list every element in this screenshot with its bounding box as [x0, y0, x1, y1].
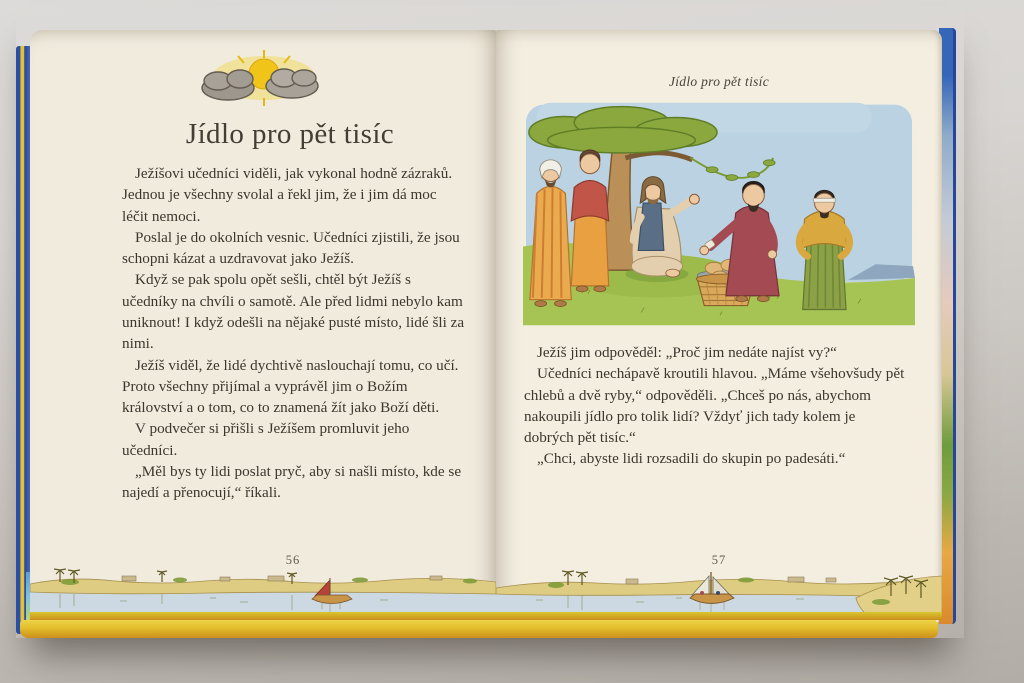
paragraph: Ježíš jim odpověděl: „Proč jim nedáte najíst vy?“: [537, 344, 837, 361]
page-number-left: 56: [285, 553, 301, 567]
right-page: [496, 30, 942, 620]
paragraph: Ježíš viděl, že lidé dychtivě naslouchají tomu, co učí. Proto všechny přijímal a vyprávěl jim o Božím království a o tom, co to znamená žít jako Boží děti.: [122, 356, 459, 417]
bottom-page-edge: [20, 620, 938, 638]
left-page-text: [30, 163, 496, 504]
river-border-left-illustration: [30, 568, 496, 620]
cloud-left: [202, 70, 254, 100]
cloud-right: [266, 69, 318, 98]
paragraph: „Chci, abyste lidi rozsadili do skupin po padesáti.“: [537, 450, 846, 468]
page-number-right: 57: [711, 553, 727, 567]
sun-behind-clouds-illustration: [188, 48, 338, 110]
paragraph: Učedníci nechápavě kroutili hlavou. „Máme všehovšudy pět chlebů a dvě ryby,“ odpověděli. „Chceš po nás, abychom nakoupili jídlo pro tolik lidí? Vždyť jich tady kolem je dobrých pět tisíc.“: [524, 365, 905, 447]
paragraph: V podvečer si přišli s Ježíšem promluvit jeho učedníci.: [122, 420, 410, 459]
paragraph: Ježíšovi učedníci viděli, jak vykonal hodně zázraků. Jednou je všechny svolal a řekl jim, že i jim dá moc léčit nemoci.: [122, 165, 453, 225]
paragraph: Když se pak spolu opět sešli, chtěl být Ježíš s učedníky na chvíli o samotě. Ale před lidmi nebylo kam uniknout! I když odešli na nějaké pusté místo, lidé šli za nimi.: [122, 271, 465, 353]
open-book: [16, 6, 964, 638]
river-border-right-illustration: [496, 568, 942, 620]
chapter-title: Jídlo pro pět tisíc: [185, 118, 395, 150]
story-illustration: [523, 100, 915, 326]
left-cover-edge: [16, 46, 30, 634]
running-header: Jídlo pro pět tisíc: [668, 74, 770, 89]
paragraph: Poslal je do okolních vesnic. Učedníci zjistili, že jsou schopni kázat a uzdravovat jako Ježíš.: [122, 228, 460, 268]
right-page-text: [496, 326, 942, 470]
left-page: [30, 30, 496, 620]
paragraph: „Měl bys ty lidi poslat pryč, aby si našli místo, kde se najedí a přenocují,“ říkali.: [122, 462, 462, 502]
